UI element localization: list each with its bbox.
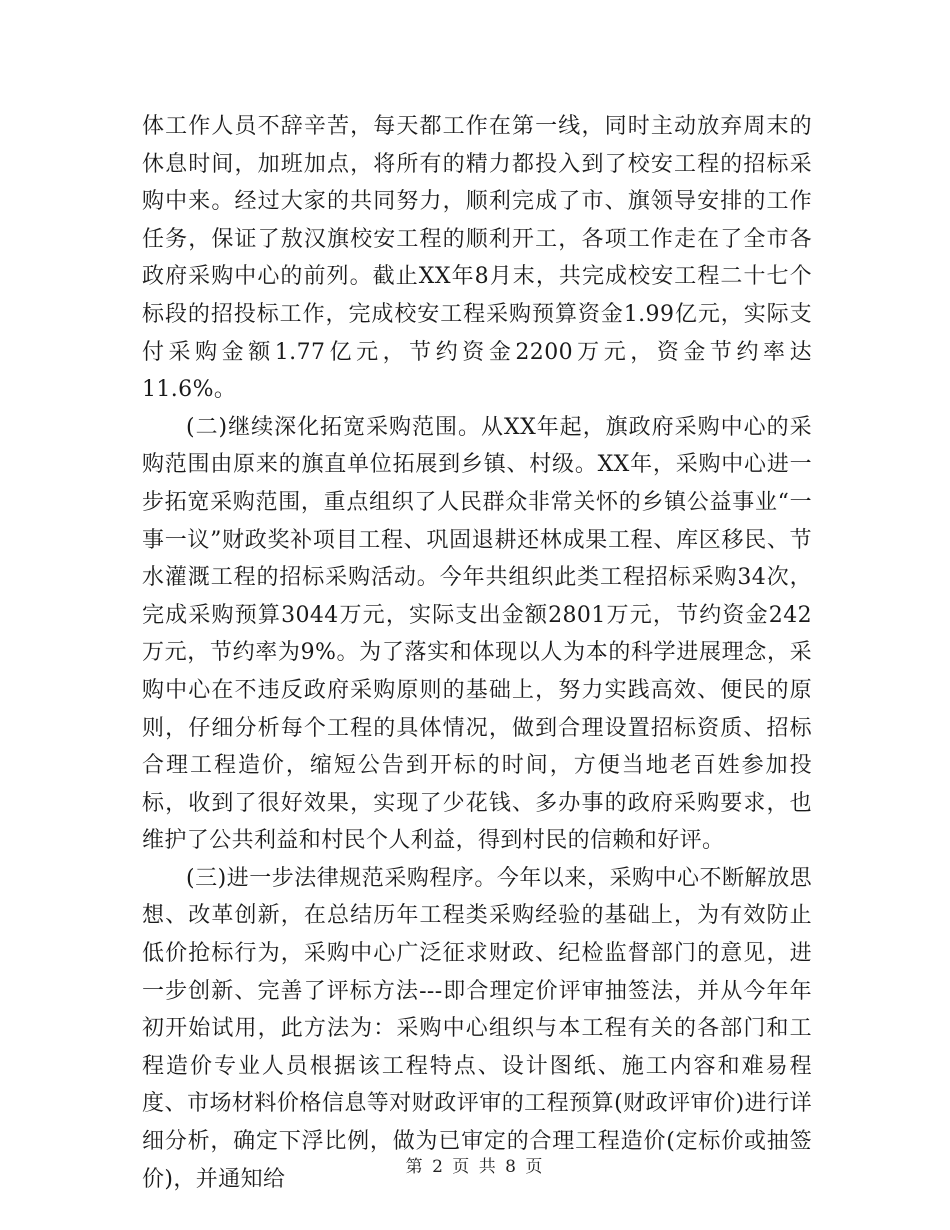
page-number-label: 第 2 页 共 8 页 (405, 1157, 545, 1177)
page-footer (0, 1152, 950, 1177)
paragraph-3: (三)进一步法律规范采购程序。今年以来，采购中心不断解放思想、改革创新，在总结历年工程类采购经验的基础上，为有效防止低价抢标行为，采购中心广泛征求财政、纪检监督部门的意见，进一步创新、完善了评标方法---即合理定价评审抽签法，并从今年年初开始试用，此方法为：采购中心组织与本工程有关的各部门和工程造价专业人员根据该工程特点、设计图纸、施工内容和难易程度、市场材料价格信息等对财政评审的工程预算(财政评审价)进行详细分析，确定下浮比例，做为已审定的合理工程造价(定标价或抽签价)，并通知给 (142, 865, 812, 1192)
paragraph-1: 体工作人员不辞辛苦，每天都工作在第一线，同时主动放弃周末的休息时间，加班加点，将所有的精力都投入到了校安工程的招标采购中来。经过大家的共同努力，顺利完成了市、旗领导安排的工作任务，保证了敖汉旗校安工程的顺利开工，各项工作走在了全市各政府采购中心的前列。截止XX年8月末，共完成校安工程二十七个标段的招投标工作，完成校安工程采购预算资金1.99亿元，实际支付采购金额1.77亿元，节约资金2200万元，资金节约率达11.6%。 (142, 114, 812, 403)
paragraph-2: (二)继续深化拓宽采购范围。从XX年起，旗政府采购中心的采购范围由原来的旗直单位拓展到乡镇、村级。XX年，采购中心进一步拓宽采购范围，重点组织了人民群众非常关怀的乡镇公益事业“一事一议”财政奖补项目工程、巩固退耕还林成果工程、库区移民、节水灌溉工程的招标采购活动。今年共组织此类工程招标采购34次，完成采购预算3044万元，实际支出金额2801万元，节约资金242万元，节约率为9%。为了落实和体现以人为本的科学进展理念，采购中心在不违反政府采购原则的基础上，努力实践高效、便民的原则，仔细分析每个工程的具体情况，做到合理设置招标资质、招标合理工程造价，缩短公告到开标的时间，方便当地老百姓参加投标，收到了很好效果，实现了少花钱、多办事的政府采购要求，也维护了公共利益和村民个人利益，得到村民的信赖和好评。 (142, 414, 812, 854)
document-body (142, 108, 812, 1198)
